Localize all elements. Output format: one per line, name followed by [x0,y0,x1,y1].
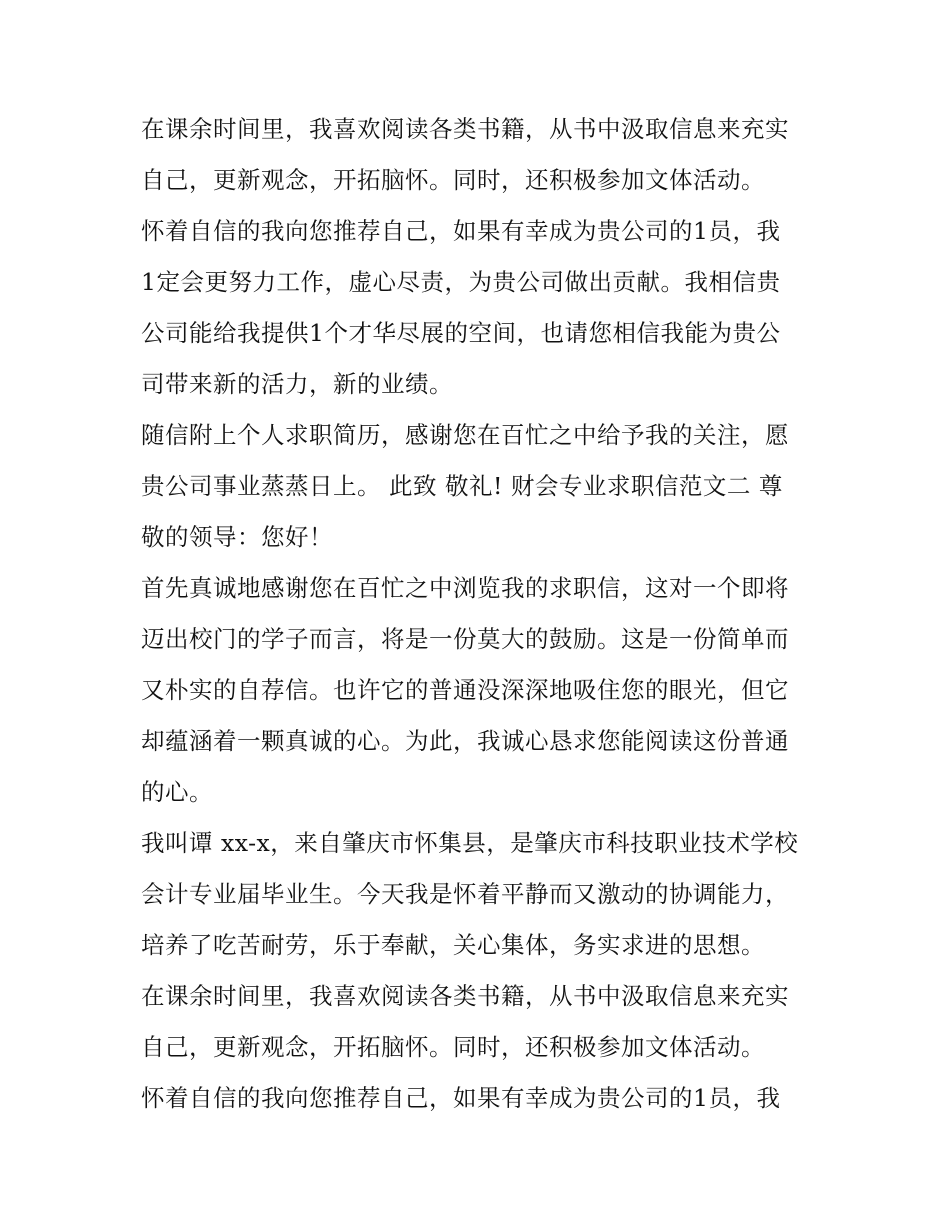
text-line: 公司能给我提供1个才华尽展的空间，也请您相信我能为贵公 [141,319,781,347]
text-line: 我叫谭 xx-x，来自肇庆市怀集县，是肇庆市科技职业技术学校 [141,829,799,857]
document-body [141,104,821,1124]
text-line: 在课余时间里，我喜欢阅读各类书籍，从书中汲取信息来充实 [141,982,789,1010]
text-line: 怀着自信的我向您推荐自己，如果有幸成为贵公司的1员，我 [141,217,781,245]
text-line: 的心。 [141,778,213,806]
text-line: 司带来新的活力，新的业绩。 [141,370,453,398]
text-line: 贵公司事业蒸蒸日上。 此致 敬礼! 财会专业求职信范文二 尊 [141,472,783,500]
text-line: 怀着自信的我向您推荐自己，如果有幸成为贵公司的1员，我 [141,1084,781,1112]
text-line: 敬的领导：您好！ [141,523,333,551]
text-line: 又朴实的自荐信。也许它的普通没深深地吸住您的眼光，但它 [141,676,789,704]
text-line: 培养了吃苦耐劳，乐于奉献，关心集体，务实求进的思想。 [141,931,765,959]
text-line: 在课余时间里，我喜欢阅读各类书籍，从书中汲取信息来充实 [141,115,789,143]
text-line: 随信附上个人求职简历，感谢您在百忙之中给予我的关注，愿 [141,421,789,449]
text-line: 迈出校门的学子而言，将是一份莫大的鼓励。这是一份简单而 [141,625,789,653]
text-line: 会计专业届毕业生。今天我是怀着平静而又激动的协调能力， [141,880,789,908]
text-line: 却蕴涵着一颗真诚的心。为此，我诚心恳求您能阅读这份普通 [141,727,789,755]
text-line: 1定会更努力工作，虚心尽责，为贵公司做出贡献。我相信贵 [141,268,781,296]
text-line: 首先真诚地感谢您在百忙之中浏览我的求职信，这对一个即将 [141,574,789,602]
text-line: 自己，更新观念，开拓脑怀。同时，还积极参加文体活动。 [141,1033,765,1061]
text-line: 自己，更新观念，开拓脑怀。同时，还积极参加文体活动。 [141,166,765,194]
